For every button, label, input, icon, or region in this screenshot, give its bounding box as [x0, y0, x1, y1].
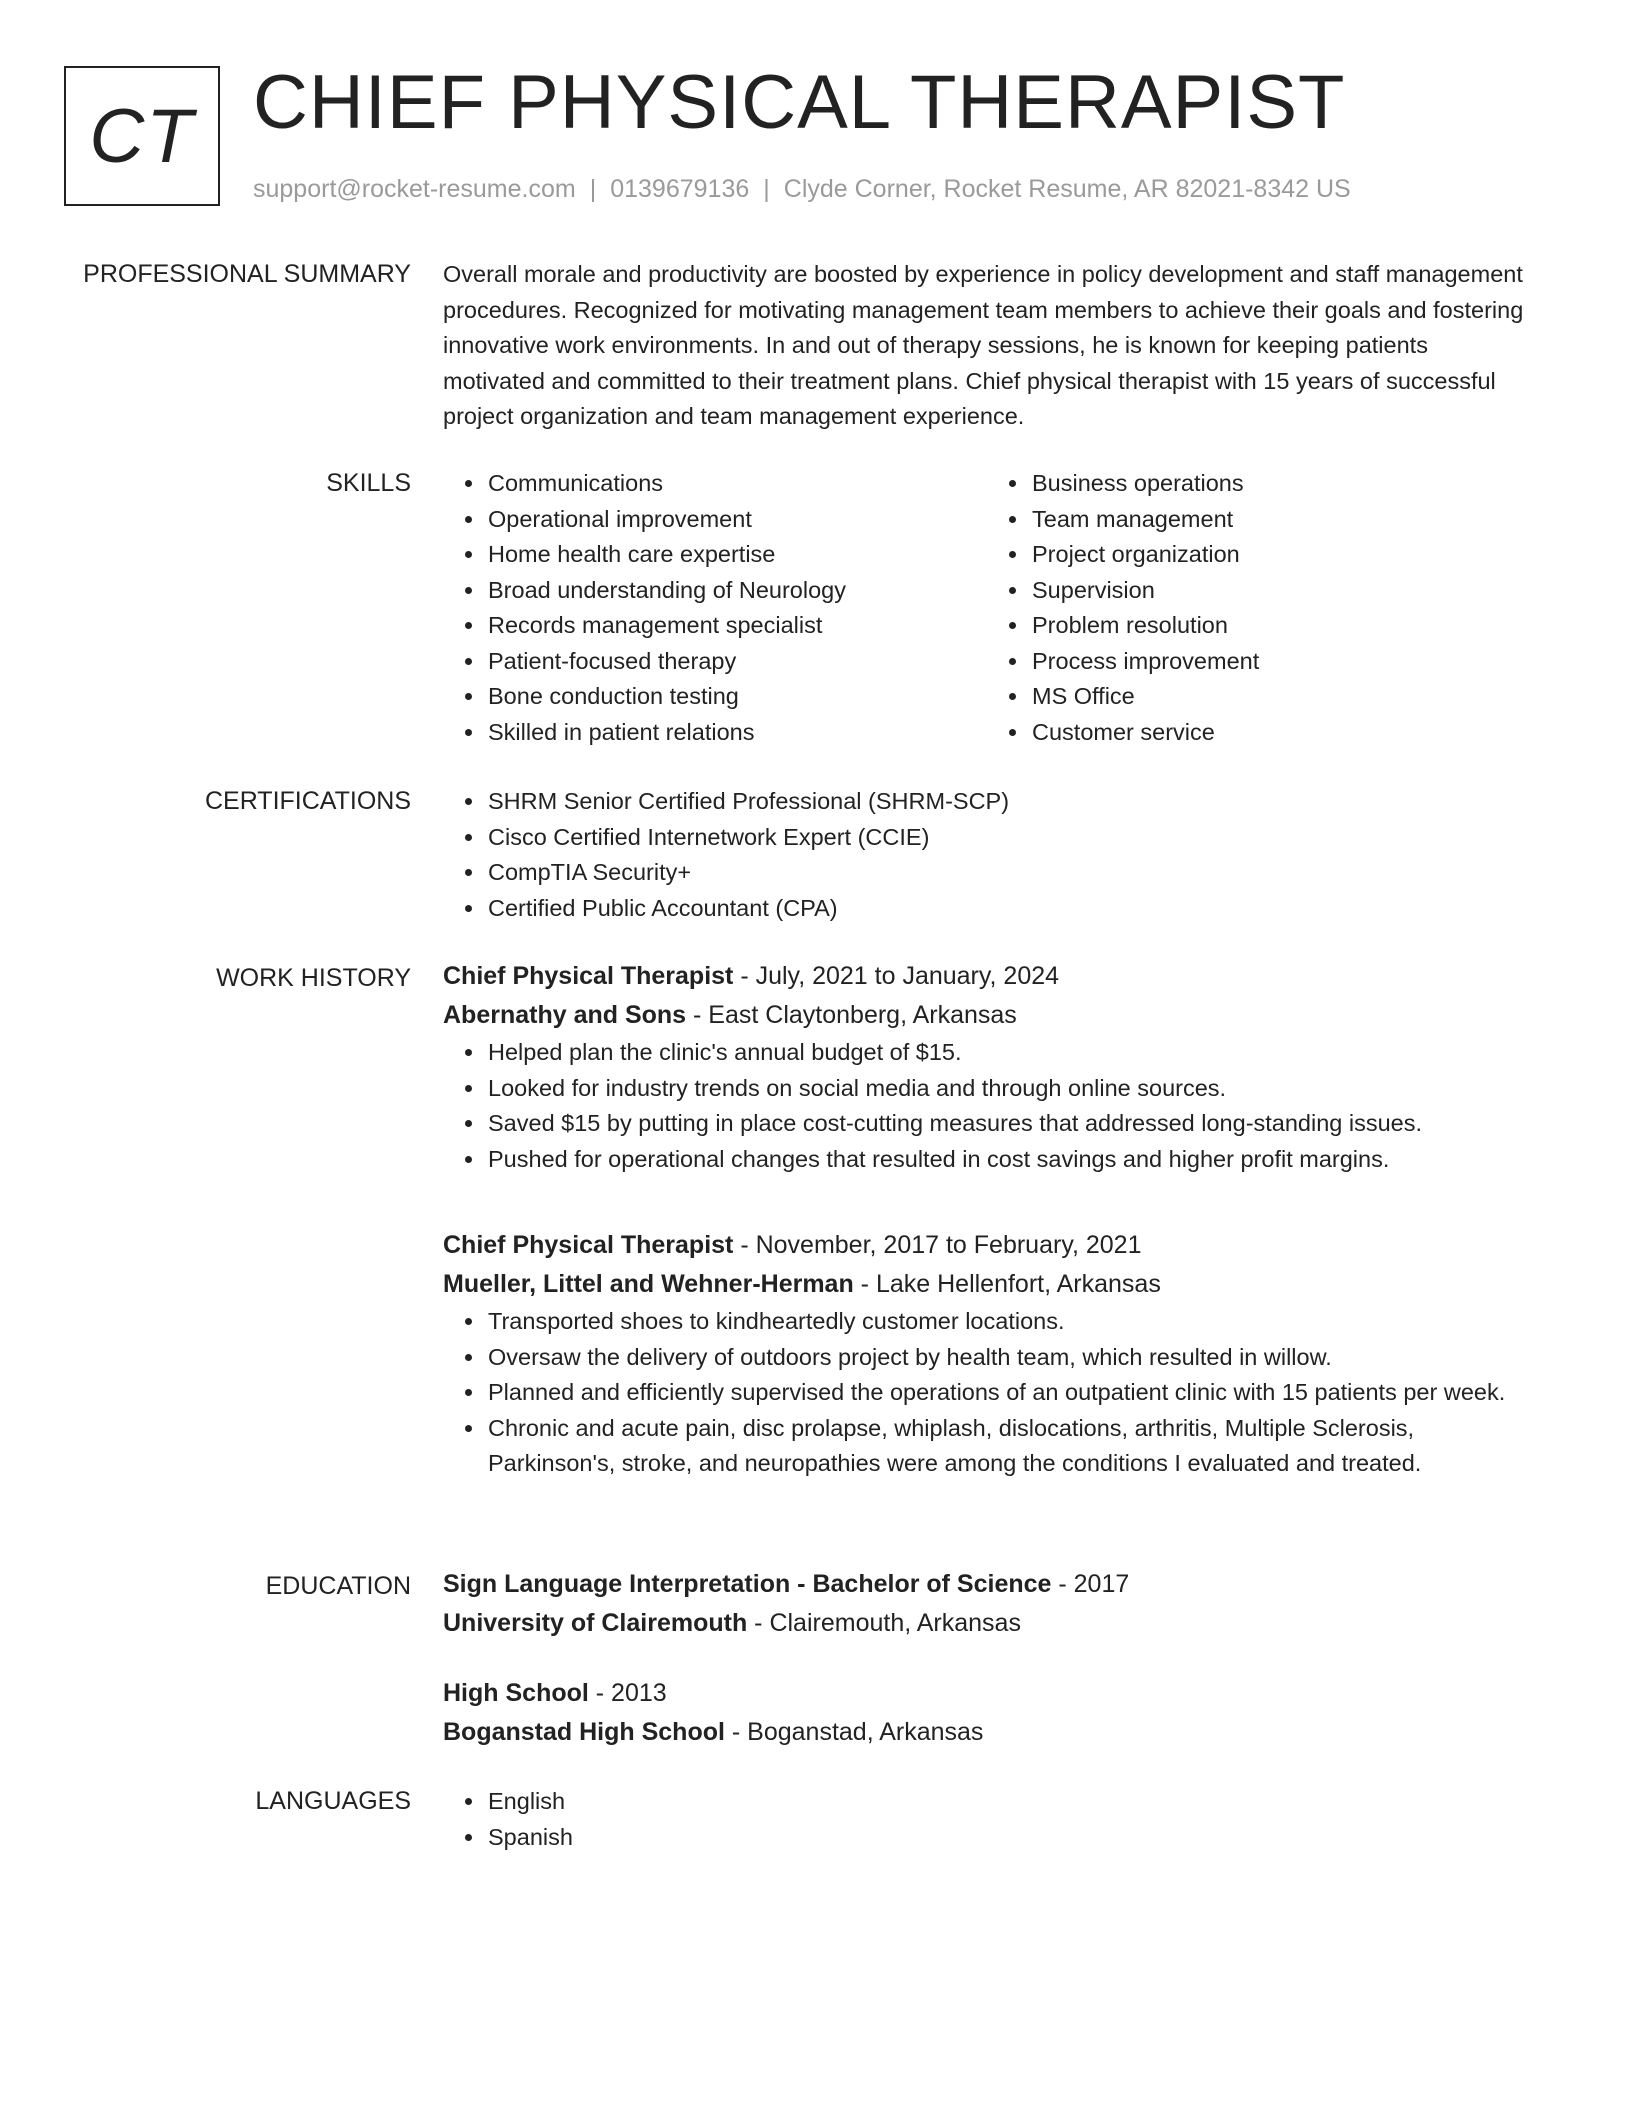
- education-location: - Clairemouth, Arkansas: [747, 1609, 1021, 1637]
- section-label-certifications: CERTIFICATIONS: [204, 787, 411, 815]
- job-location: - East Claytonberg, Arkansas: [686, 1001, 1017, 1029]
- skill-item: • Operational improvement: [486, 502, 987, 538]
- job-bullet: • Looked for industry trends on social media and through online sources.: [486, 1071, 1533, 1107]
- skill-item: • Customer service: [1030, 715, 1531, 751]
- job-title: Chief Physical Therapist: [443, 1231, 734, 1259]
- job-entry: [443, 1226, 1533, 1482]
- page-title: CHIEF PHYSICAL THERAPIST: [253, 60, 1346, 145]
- education-degree-line: [443, 1674, 1533, 1713]
- education-school-line: [443, 1604, 1533, 1643]
- job-dates: - July, 2021 to January, 2024: [733, 962, 1060, 990]
- skill-item: • Project organization: [1030, 537, 1531, 573]
- job-bullets: [443, 1304, 1533, 1482]
- contact-line: [253, 174, 1351, 204]
- job-company: Mueller, Littel and Wehner-Herman: [443, 1270, 854, 1298]
- skill-item: • Team management: [1030, 502, 1531, 538]
- job-title-line: [443, 1226, 1533, 1265]
- contact-address: Clyde Corner, Rocket Resume, AR 82021-8342 US: [783, 175, 1351, 203]
- job-bullet: • Transported shoes to kindheartedly customer locations.: [486, 1304, 1533, 1340]
- job-bullet: • Oversaw the delivery of outdoors project by health team, which resulted in willow.: [486, 1340, 1533, 1376]
- section-label-skills: SKILLS: [326, 469, 411, 497]
- skill-item: • Business operations: [1030, 466, 1531, 502]
- job-title: Chief Physical Therapist: [443, 962, 734, 990]
- certification-item: • SHRM Senior Certified Professional (SHRM-SCP): [486, 784, 1533, 820]
- job-entry: [443, 957, 1533, 1177]
- contact-email[interactable]: support@rocket-resume.com: [253, 175, 576, 203]
- education-year: - 2013: [588, 1679, 667, 1707]
- education-degree-line: [443, 1565, 1533, 1604]
- summary-text: Overall morale and productivity are boosted by experience in policy development and staff management procedures. Recognized for motivating management team members to achieve their goals and fostering innovative work environments. In and out of therapy sessions, he is known for keeping patients motivated and committed to their treatment plans. Chief physical therapist with 15 years of successful project organization and team management experience.: [443, 261, 1524, 429]
- education-entry: [443, 1674, 1533, 1752]
- job-title-line: [443, 957, 1533, 996]
- skills-list-left: [443, 466, 987, 750]
- job-location: - Lake Hellenfort, Arkansas: [853, 1270, 1161, 1298]
- section-label-work-history: WORK HISTORY: [216, 964, 411, 992]
- language-item: • English: [486, 1784, 1533, 1820]
- section-languages: [443, 1784, 1533, 1855]
- job-bullet: • Planned and efficiently supervised the operations of an outpatient clinic with 15 patients per week.: [486, 1375, 1533, 1411]
- job-bullets: [443, 1035, 1533, 1177]
- section-skills: [443, 466, 1533, 750]
- skill-item: • Problem resolution: [1030, 608, 1531, 644]
- job-company-line: [443, 1265, 1533, 1304]
- job-company: Abernathy and Sons: [443, 1001, 687, 1029]
- job-dates: - November, 2017 to February, 2021: [733, 1231, 1142, 1259]
- section-label-languages: LANGUAGES: [255, 1787, 411, 1815]
- certification-item: • Cisco Certified Internetwork Expert (CCIE): [486, 820, 1533, 856]
- education-degree: Sign Language Interpretation - Bachelor of Science: [443, 1570, 1052, 1598]
- certifications-list: [443, 784, 1533, 926]
- skill-item: • Records management specialist: [486, 608, 987, 644]
- skill-item: • Communications: [486, 466, 987, 502]
- section-label-education: EDUCATION: [265, 1572, 411, 1600]
- job-bullet: • Pushed for operational changes that resulted in cost savings and higher profit margins.: [486, 1142, 1533, 1178]
- skills-list-right: [987, 466, 1531, 750]
- job-company-line: [443, 996, 1533, 1035]
- monogram-logo: CT: [64, 66, 220, 206]
- job-bullet: • Saved $15 by putting in place cost-cutting measures that addressed long-standing issues.: [486, 1106, 1533, 1142]
- skill-item: • Home health care expertise: [486, 537, 987, 573]
- skill-item: • MS Office: [1030, 679, 1531, 715]
- contact-separator: |: [589, 175, 597, 203]
- contact-phone[interactable]: 0139679136: [610, 175, 750, 203]
- section-label-summary: PROFESSIONAL SUMMARY: [83, 260, 411, 288]
- section-certifications: [443, 784, 1533, 926]
- job-bullet: • Chronic and acute pain, disc prolapse, whiplash, dislocations, arthritis, Multiple Sclerosis, Parkinson's, stroke, and neuropathies were among the conditions I evaluated and treated.: [486, 1411, 1533, 1482]
- education-school: University of Clairemouth: [443, 1609, 748, 1637]
- skill-item: • Supervision: [1030, 573, 1531, 609]
- skill-item: • Process improvement: [1030, 644, 1531, 680]
- education-school-line: [443, 1713, 1533, 1752]
- skill-item: • Patient-focused therapy: [486, 644, 987, 680]
- education-degree: High School: [443, 1679, 589, 1707]
- skill-item: • Broad understanding of Neurology: [486, 573, 987, 609]
- contact-separator: |: [763, 175, 770, 203]
- certification-item: • CompTIA Security+: [486, 855, 1533, 891]
- skills-columns: [443, 466, 1533, 750]
- skill-item: • Skilled in patient relations: [486, 715, 987, 751]
- education-school: Boganstad High School: [443, 1718, 725, 1746]
- education-entry: [443, 1565, 1533, 1643]
- job-bullet: • Helped plan the clinic's annual budget of $15.: [486, 1035, 1533, 1071]
- education-location: - Boganstad, Arkansas: [724, 1718, 984, 1746]
- skill-item: • Bone conduction testing: [486, 679, 987, 715]
- language-item: • Spanish: [486, 1820, 1533, 1856]
- education-year: - 2017: [1051, 1570, 1130, 1598]
- certification-item: • Certified Public Accountant (CPA): [486, 891, 1533, 927]
- languages-list: [443, 1784, 1533, 1855]
- section-summary: [443, 257, 1533, 435]
